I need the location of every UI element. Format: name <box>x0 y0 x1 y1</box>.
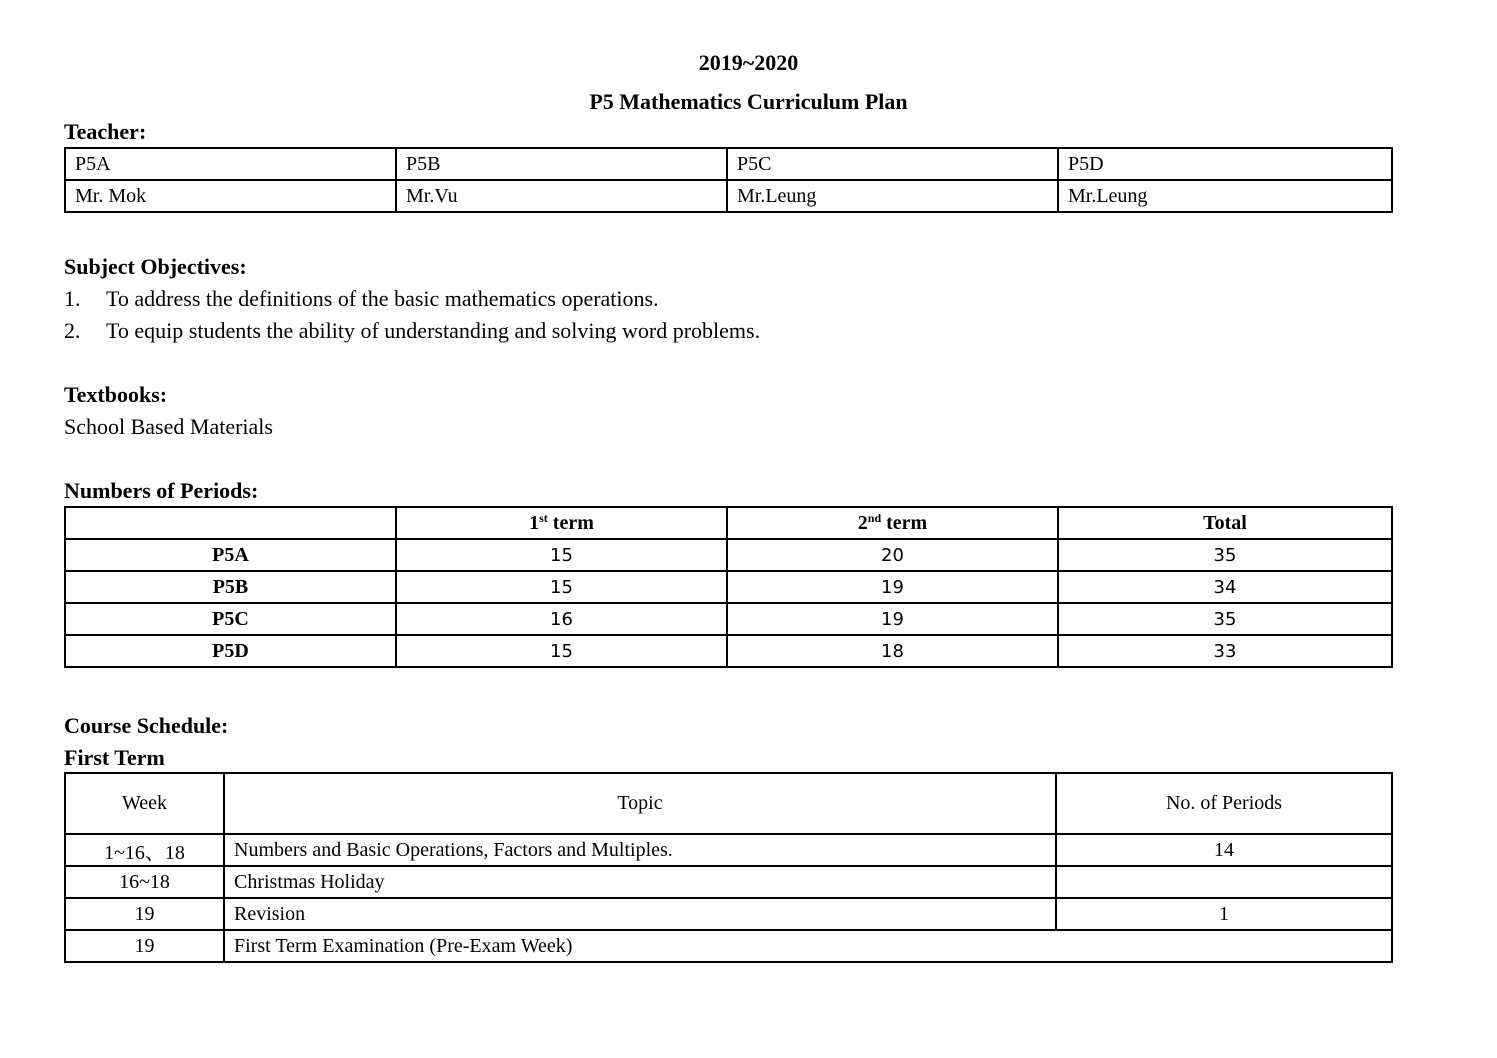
header-total: Total <box>1058 507 1392 539</box>
objective-number: 2. <box>64 318 81 343</box>
periods-heading: Numbers of Periods: <box>64 478 259 503</box>
periods-first-term: 15 <box>396 571 727 603</box>
periods-table <box>64 506 1393 668</box>
document-title: P5 Mathematics Curriculum Plan <box>589 89 908 114</box>
schedule-week: 16~18 <box>65 866 224 898</box>
schedule-periods: 1 <box>1056 898 1392 930</box>
periods-second-term: 19 <box>727 603 1058 635</box>
objective-item <box>64 318 760 344</box>
periods-total: 35 <box>1058 539 1392 571</box>
class-cell: P5B <box>396 148 727 180</box>
objectives-heading: Subject Objectives: <box>64 254 247 279</box>
periods-second-term: 20 <box>727 539 1058 571</box>
periods-class: P5C <box>65 603 396 635</box>
periods-total: 33 <box>1058 635 1392 667</box>
periods-class: P5D <box>65 635 396 667</box>
teacher-name-cell: Mr. Mok <box>65 180 396 212</box>
periods-header-blank <box>65 507 396 539</box>
teacher-heading: Teacher: <box>64 119 147 144</box>
schedule-row <box>65 866 1392 898</box>
header-no-of-periods: No. of Periods <box>1056 773 1392 834</box>
periods-row <box>65 539 1392 571</box>
schedule-periods <box>1056 866 1392 898</box>
periods-second-term: 18 <box>727 635 1058 667</box>
schedule-periods: 14 <box>1056 834 1392 866</box>
objective-text: To equip students the ability of understanding and solving word problems. <box>106 318 761 343</box>
schedule-topic: First Term Examination (Pre-Exam Week) <box>224 930 1392 962</box>
header-topic: Topic <box>224 773 1056 834</box>
class-cell: P5A <box>65 148 396 180</box>
objective-number: 1. <box>64 286 81 311</box>
header-week: Week <box>65 773 224 834</box>
periods-first-term: 15 <box>396 635 727 667</box>
objective-item <box>64 286 659 312</box>
periods-row <box>65 603 1392 635</box>
document-year: 2019~2020 <box>698 50 799 75</box>
schedule-week: 19 <box>65 930 224 962</box>
periods-first-term: 15 <box>396 539 727 571</box>
periods-first-term: 16 <box>396 603 727 635</box>
objective-text: To address the definitions of the basic mathematics operations. <box>106 286 659 311</box>
schedule-heading: Course Schedule: <box>64 713 229 738</box>
teacher-name-cell: Mr.Vu <box>396 180 727 212</box>
textbooks-heading: Textbooks: <box>64 382 168 407</box>
schedule-row <box>65 898 1392 930</box>
schedule-term-heading: First Term <box>64 745 165 770</box>
schedule-row <box>65 834 1392 866</box>
periods-second-term: 19 <box>727 571 1058 603</box>
teacher-class-row <box>65 148 1392 180</box>
schedule-table <box>64 772 1393 963</box>
periods-class: P5B <box>65 571 396 603</box>
teacher-name-cell: Mr.Leung <box>727 180 1058 212</box>
periods-class: P5A <box>65 539 396 571</box>
textbooks-text: School Based Materials <box>64 414 273 439</box>
schedule-topic: Christmas Holiday <box>224 866 1056 898</box>
teacher-name-cell: Mr.Leung <box>1058 180 1392 212</box>
schedule-header-row <box>65 773 1392 834</box>
teacher-name-row <box>65 180 1392 212</box>
periods-row <box>65 635 1392 667</box>
header-first-term: 1st term <box>396 507 727 539</box>
periods-row <box>65 571 1392 603</box>
periods-total: 35 <box>1058 603 1392 635</box>
schedule-topic: Revision <box>224 898 1056 930</box>
periods-total: 34 <box>1058 571 1392 603</box>
periods-header-row <box>65 507 1392 539</box>
header-second-term: 2nd term <box>727 507 1058 539</box>
schedule-week: 19 <box>65 898 224 930</box>
schedule-week: 1~16、18 <box>65 834 224 866</box>
schedule-topic: Numbers and Basic Operations, Factors and Multiples. <box>224 834 1056 866</box>
class-cell: P5D <box>1058 148 1392 180</box>
class-cell: P5C <box>727 148 1058 180</box>
teacher-table <box>64 147 1393 213</box>
schedule-row <box>65 930 1392 962</box>
